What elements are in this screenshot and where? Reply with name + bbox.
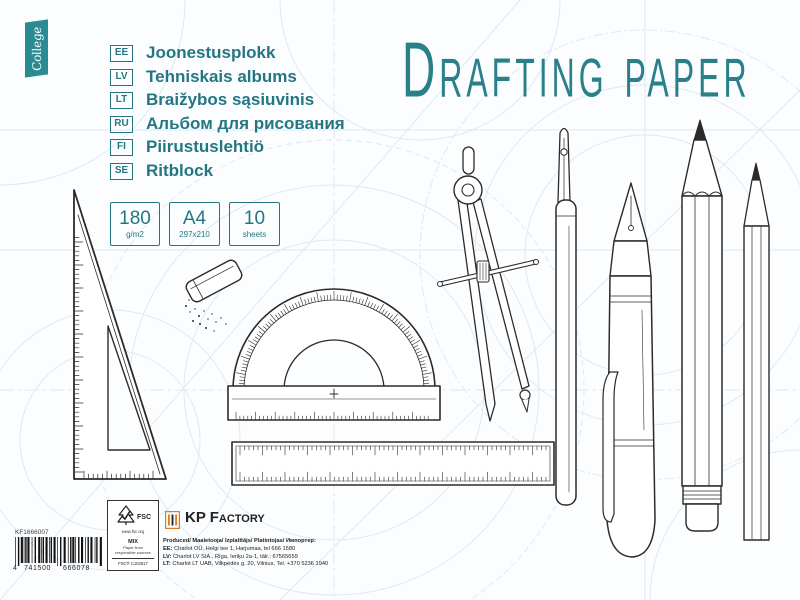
producer-line-lv xyxy=(163,554,383,562)
barcode-bar xyxy=(51,537,52,563)
fsc-category: MIX xyxy=(128,539,138,545)
fsc-divider xyxy=(112,558,154,559)
barcode-bar xyxy=(100,537,102,566)
barcode-bar xyxy=(49,537,50,563)
language-code: LV xyxy=(110,69,133,86)
barcode-bar xyxy=(35,537,36,563)
producer-address: Charlot LT UAB, Vilkpėdės g. 20, Vilnius, Tel. +370 5236 1940 xyxy=(170,561,329,568)
fountain-pen-icon xyxy=(603,183,655,557)
compass-lead-holder xyxy=(520,390,530,400)
thin-pencil-body xyxy=(744,226,769,540)
pencil-cone xyxy=(682,140,722,196)
set-square-icon xyxy=(74,190,166,479)
logo-text: College xyxy=(29,25,44,72)
fsc-license: FSC® C102617 xyxy=(118,561,148,566)
eraser-icon xyxy=(184,258,244,332)
pencil-icon xyxy=(682,120,722,531)
protractor-icon xyxy=(228,289,440,420)
eraser-crumb xyxy=(192,320,194,322)
spec-unit: g/m2 xyxy=(126,230,144,239)
producer-address: Charlot LV SIA., Rīga, Ieriķu 2a-1, tālr.: 67565659 xyxy=(171,553,298,560)
barcode-bar xyxy=(85,537,86,563)
barcode-bar xyxy=(24,537,25,563)
ruler-icon xyxy=(232,442,554,485)
barcode-bar xyxy=(18,537,19,566)
barcode-digits-left: 741500 xyxy=(24,565,51,572)
producer-address: Charlot OÜ, Helgi tee 1, Harjumaa, tel 666 1580 xyxy=(172,545,296,552)
fsc-label xyxy=(107,500,159,571)
producer-country: EE: xyxy=(163,545,173,552)
eraser-crumb xyxy=(205,327,207,329)
eraser-crumb xyxy=(188,299,189,300)
language-code: FI xyxy=(110,139,133,156)
producer-country: LV: xyxy=(163,553,172,560)
eraser-crumb xyxy=(207,318,208,319)
spec-value: A4 xyxy=(182,208,207,229)
barcode-bar xyxy=(46,537,48,563)
eraser-body xyxy=(184,258,244,304)
fsc-mark: FSC xyxy=(137,514,151,521)
fsc-claim: Paper from responsible sources xyxy=(115,545,151,555)
barcode-bar xyxy=(25,537,26,563)
barcode-bar xyxy=(95,537,96,563)
fountain-pen-nib xyxy=(614,183,647,241)
product-title: Drafting paper xyxy=(402,24,751,114)
barcode-bar xyxy=(15,537,16,566)
kp-icon-bar xyxy=(175,515,177,526)
eraser-crumb xyxy=(225,323,226,324)
barcode-bar xyxy=(96,537,97,563)
language-code: EE xyxy=(110,45,133,62)
compass-lead-point xyxy=(522,399,529,412)
barcode-digits-right: 666078 xyxy=(63,565,90,572)
language-title: Альбом для рисования xyxy=(146,113,345,133)
barcode-bar xyxy=(27,537,29,563)
producer-line-ee xyxy=(163,546,383,554)
barcode-bar xyxy=(75,537,76,563)
eraser-crumb xyxy=(199,323,201,325)
barcode-bar xyxy=(78,537,79,563)
spec-unit: sheets xyxy=(242,230,267,239)
kp-icon-bar xyxy=(172,515,174,526)
producer-line-lt xyxy=(163,561,383,569)
eraser-crumbs xyxy=(185,299,227,331)
language-title: Tehniskais albums xyxy=(146,66,297,86)
barcode-bar xyxy=(68,537,69,563)
thin-pencil-lead xyxy=(752,163,760,180)
ruling-pen-icon xyxy=(556,129,576,506)
barcode-bar xyxy=(72,537,74,563)
kp-factory-logo-text: KP Factory xyxy=(185,509,265,526)
language-title: Joonestusplokk xyxy=(146,43,276,62)
barcode-bar xyxy=(64,537,66,563)
barcode-bar xyxy=(43,537,44,563)
fountain-pen-grip xyxy=(610,241,651,276)
language-code: RU xyxy=(110,116,133,133)
fountain-pen-breather-hole xyxy=(629,226,634,231)
language-title: Piirustuslehtiö xyxy=(146,137,265,156)
barcode-bar xyxy=(32,537,33,563)
barcode-bar xyxy=(70,537,71,563)
barcode-bar xyxy=(81,537,83,563)
eraser-crumb xyxy=(189,311,190,312)
ruling-pen-handle xyxy=(556,200,576,505)
eraser-crumb xyxy=(220,317,221,318)
ruling-pen-screw xyxy=(561,149,567,155)
compass-crossbar-knob xyxy=(438,282,443,287)
set-square-cutout xyxy=(108,326,150,450)
spec-unit: 297x210 xyxy=(179,230,210,239)
spec-value: 10 xyxy=(243,208,266,229)
barcode-bar xyxy=(88,537,89,563)
thin-pencil-cone xyxy=(744,180,769,226)
eraser-crumb xyxy=(213,330,214,331)
producer-country: LT: xyxy=(163,561,171,568)
eraser-crumb xyxy=(203,310,204,311)
compass-hinge-screw xyxy=(462,184,474,196)
kp-factory-logo-icon xyxy=(165,511,180,529)
eraser-crumb xyxy=(215,321,216,322)
thin-pencil-icon xyxy=(744,163,769,540)
fsc-tree-icon xyxy=(115,504,137,526)
barcode-bar xyxy=(57,537,58,566)
producer-info xyxy=(163,538,383,569)
article-number: KF1666007 xyxy=(15,529,49,536)
language-code: LT xyxy=(110,92,133,109)
eraser-crumb xyxy=(211,313,212,314)
language-code: SE xyxy=(110,163,133,180)
fsc-website: www.fsc.org xyxy=(121,529,145,534)
pencil-body xyxy=(682,196,722,486)
spec-value: 180 xyxy=(119,208,151,229)
fsc-tree-outline xyxy=(118,506,134,522)
barcode xyxy=(15,537,103,566)
compass-handle xyxy=(463,147,474,174)
eraser-crumb xyxy=(198,315,200,317)
pencil-eraser xyxy=(686,504,718,531)
language-title: Braižybos sąsiuvinis xyxy=(146,90,315,109)
compass-icon xyxy=(438,147,539,421)
barcode-bar xyxy=(21,537,23,563)
language-title: Ritblock xyxy=(146,160,214,180)
barcode-digit-prefix: 4 xyxy=(13,565,18,572)
barcode-bar xyxy=(90,537,92,563)
barcode-bar xyxy=(38,537,40,563)
barcode-bar xyxy=(41,537,42,563)
eraser-crumb xyxy=(194,308,195,309)
producer-heading: Produced/ Maaletooja/ Izplatītājs/ Platintojas/ Импортер: xyxy=(163,538,316,544)
pencil-lead xyxy=(694,120,706,140)
eraser-crumb xyxy=(185,305,187,307)
barcode-bar xyxy=(60,537,61,566)
barcode-bar xyxy=(54,537,56,563)
compass-crossbar-knob xyxy=(534,260,539,265)
kp-icon-bar xyxy=(168,515,170,526)
